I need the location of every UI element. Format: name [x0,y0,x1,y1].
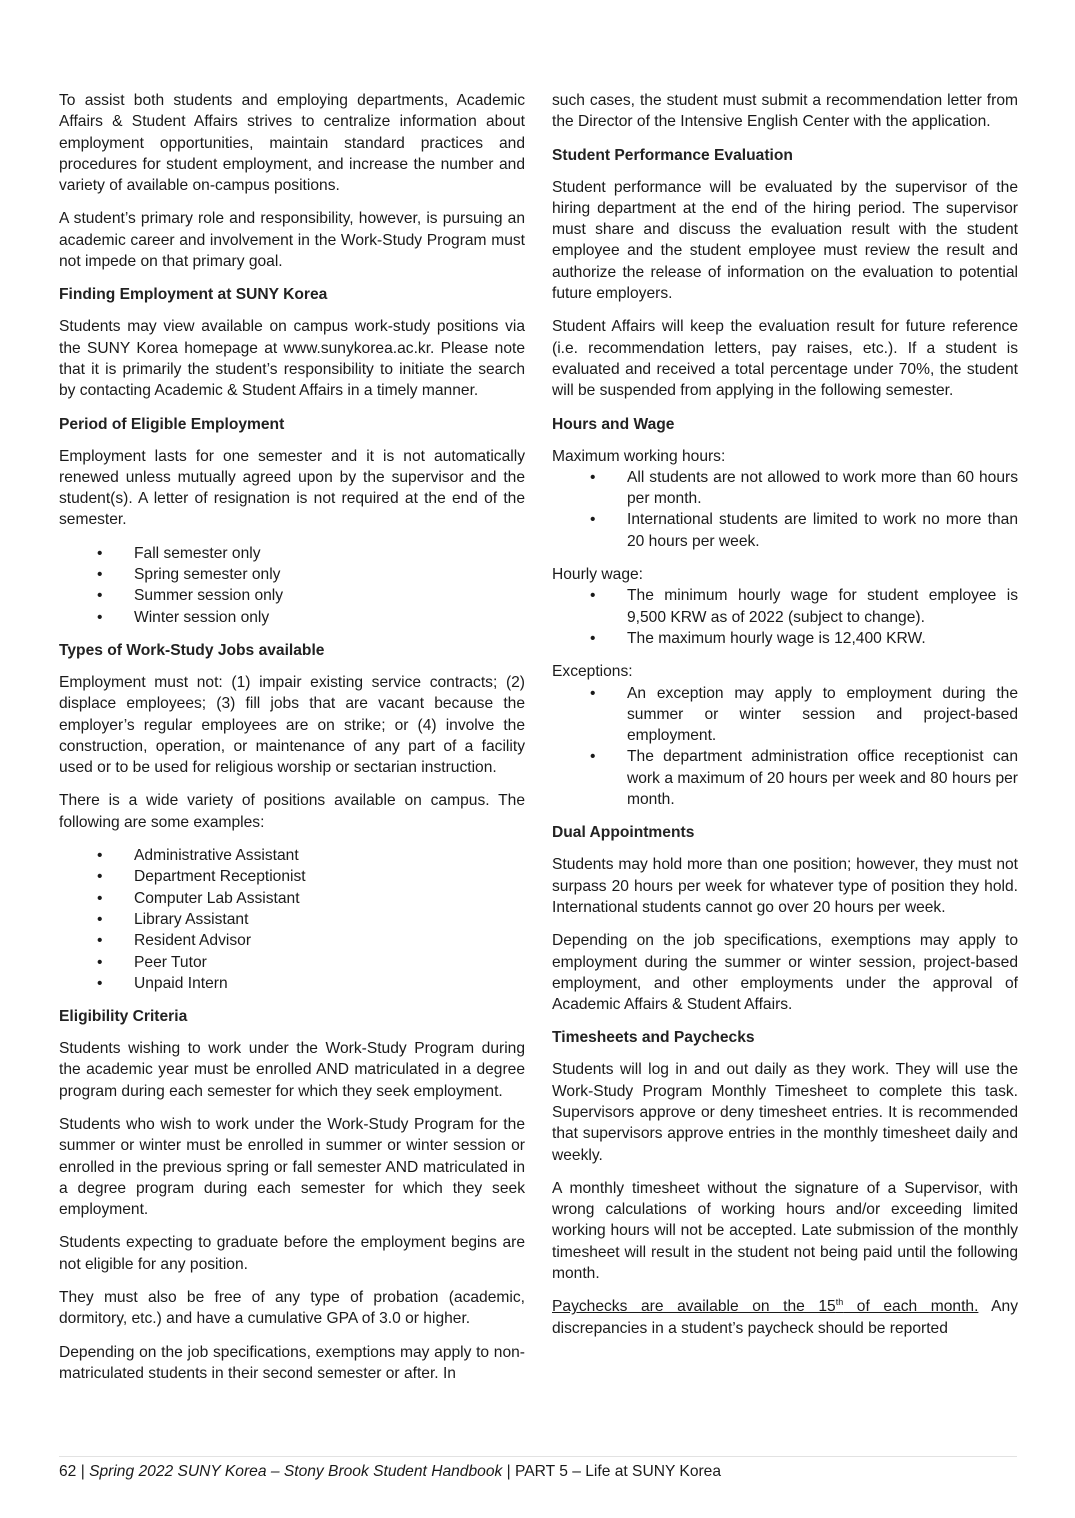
paychecks-text-end: of each month. [843,1298,979,1316]
list-item: • Fall semester only [59,543,525,564]
heading-eligibility: Eligibility Criteria [59,1008,188,1026]
list-item: • All students are not allowed to work more than 60 hours per month. [552,467,1018,510]
job-examples-list [59,845,525,994]
eligibility-paragraph-1: Students wishing to work under the Work-Study Program during the academic year must be enrolled AND matriculated in a degree program during each semester for which they seek employment. [59,1040,525,1100]
hourly-wage-label: Hourly wage: [552,566,644,584]
dual-paragraph-2: Depending on the job specifications, exemptions may apply to employment during the summer or winter session, project-based employment, and other employments under the approval of Academic Affairs & Student Affairs. [552,932,1018,1014]
footer-separator: | [502,1463,516,1480]
handbook-title: Spring 2022 SUNY Korea – Stony Brook Student Handbook [89,1463,503,1480]
left-column [59,90,525,1396]
dual-paragraph-1: Students may hold more than one position; however, they must not surpass 20 hours per week for whatever type of position they hold. International students cannot go over 20 hours per week. [552,856,1018,916]
period-list [59,543,525,628]
continued-paragraph: such cases, the student must submit a recommendation letter from the Director of the Intensive English Center with the application. [552,92,1018,131]
max-hours-list [552,467,1018,552]
heading-period-eligible: Period of Eligible Employment [59,415,285,433]
eligibility-paragraph-4: They must also be free of any type of probation (academic, dormitory, etc.) and have a cumulative GPA of 3.0 or higher. [59,1289,525,1328]
evaluation-paragraph-2: Student Affairs will keep the evaluation result for future reference (i.e. recommendation letters, pay raises, etc.). If a student is evaluated and received a total percentage under 70%, the student will be suspended from applying in the following semester. [552,318,1018,400]
list-item: • Library Assistant [59,909,525,930]
eligibility-paragraph-5: Depending on the job specifications, exemptions may apply to non-matriculated students in their second semester or after. In [59,1343,525,1382]
eligibility-paragraph-3: Students expecting to graduate before the employment begins are not eligible for any position. [59,1234,525,1273]
heading-performance-evaluation: Student Performance Evaluation [552,146,793,164]
list-item: • Department Receptionist [59,866,525,887]
heading-finding-employment: Finding Employment at SUNY Korea [59,286,328,304]
list-item: • Winter session only [59,607,525,628]
intro-paragraph: To assist both students and employing departments, Academic Affairs & Student Affairs strives to centralize information about employment opportunities, maintain standard practices and procedures for student employment, and increase the number and variety of available on-campus positions. [59,92,525,195]
part-title: PART 5 – Life at SUNY Korea [515,1463,722,1480]
list-item: • Unpaid Intern [59,973,525,994]
ordinal-suffix: th [835,1297,844,1308]
list-item: • The minimum hourly wage for student employee is 9,500 KRW as of 2022 (subject to change). [552,585,1018,628]
finding-employment-paragraph: Students may view available on campus work-study positions via the SUNY Korea homepage at www.sunykorea.ac.kr. Please note that it is primarily the student’s responsibility to initiate the search by contacting Academic & Student Affairs in a timely manner. [59,318,525,400]
types-paragraph: Employment must not: (1) impair existing service contracts; (2) displace employees; (3) fill jobs that are vacant because the employer’s regular employees are on strike; or (4) involve the construction, operation, or maintenance of any part of a facility used or to be used for religious worship or sectarian instruction. [59,673,525,777]
right-column [552,90,1018,1351]
page-footer [59,1461,721,1482]
primary-role-paragraph: A student’s primary role and responsibility, however, is pursuing an academic career and involvement in the Work-Study Program must not impede on that primary goal. [59,210,525,271]
list-item: • Summer session only [59,585,525,606]
max-hours-label: Maximum working hours: [552,447,726,465]
paychecks-text: Paychecks are available on the 15 [552,1298,836,1316]
timesheets-paragraph-1: Students will log in and out daily as they work. They will use the Work-Study Program Monthly Timesheet to complete this task. Supervisors approve or deny timesheet entries. It is recommended that supervisors approve entries in the monthly timesheet daily and weekly. [552,1061,1018,1164]
list-item: • Resident Advisor [59,930,525,951]
list-item: • The department administration office receptionist can work a maximum of 20 hours per week and 80 hours per month. [552,746,1018,810]
list-item: • Administrative Assistant [59,845,525,866]
list-item: • Spring semester only [59,564,525,585]
eligibility-paragraph-2: Students who wish to work under the Work-Study Program for the summer or winter must be enrolled in summer or winter session or enrolled in the previous spring or fall semester AND matriculated in a degree program during each semester for which they seek employment. [59,1115,525,1219]
period-paragraph: Employment lasts for one semester and it is not automatically renewed unless mutually agreed upon by the supervisor and the student(s). A letter of resignation is not required at the end of the semester. [59,447,525,529]
hourly-wage-list [552,585,1018,649]
heading-timesheets: Timesheets and Paychecks [552,1029,755,1047]
page-number: 62 [59,1463,77,1480]
list-item: • Peer Tutor [59,952,525,973]
footer-divider [59,1456,1017,1457]
list-item: • International students are limited to work no more than 20 hours per week. [552,509,1018,552]
paychecks-rest: Any discrepancies in a student’s paycheck should be reported [552,1298,1018,1337]
paychecks-paragraph [552,1296,1018,1339]
exceptions-label: Exceptions: [552,663,633,681]
timesheets-paragraph-2: A monthly timesheet without the signature of a Supervisor, with wrong calculations of working hours and/or exceeding limited working hours will not be accepted. Late submission of the monthly timesheet will result in the student not being paid until the following month. [552,1179,1018,1283]
footer-separator: | [76,1463,90,1480]
evaluation-paragraph-1: Student performance will be evaluated by the supervisor of the hiring department at the end of the hiring period. The supervisor must share and discuss the evaluation result with the student employee and the student employee must review the result and authorize the release of information on the evaluation to potential future employers. [552,178,1018,303]
paychecks-underlined [552,1298,978,1315]
heading-types-jobs: Types of Work-Study Jobs available [59,641,325,659]
list-item: • The maximum hourly wage is 12,400 KRW. [552,628,1018,649]
list-item: • Computer Lab Assistant [59,888,525,909]
variety-paragraph: There is a wide variety of positions available on campus. The following are some examples: [59,792,525,831]
heading-hours-wage: Hours and Wage [552,415,675,433]
exceptions-list [552,683,1018,811]
heading-dual-appointments: Dual Appointments [552,824,695,842]
list-item: • An exception may apply to employment during the summer or winter session and project-based employment. [552,683,1018,747]
